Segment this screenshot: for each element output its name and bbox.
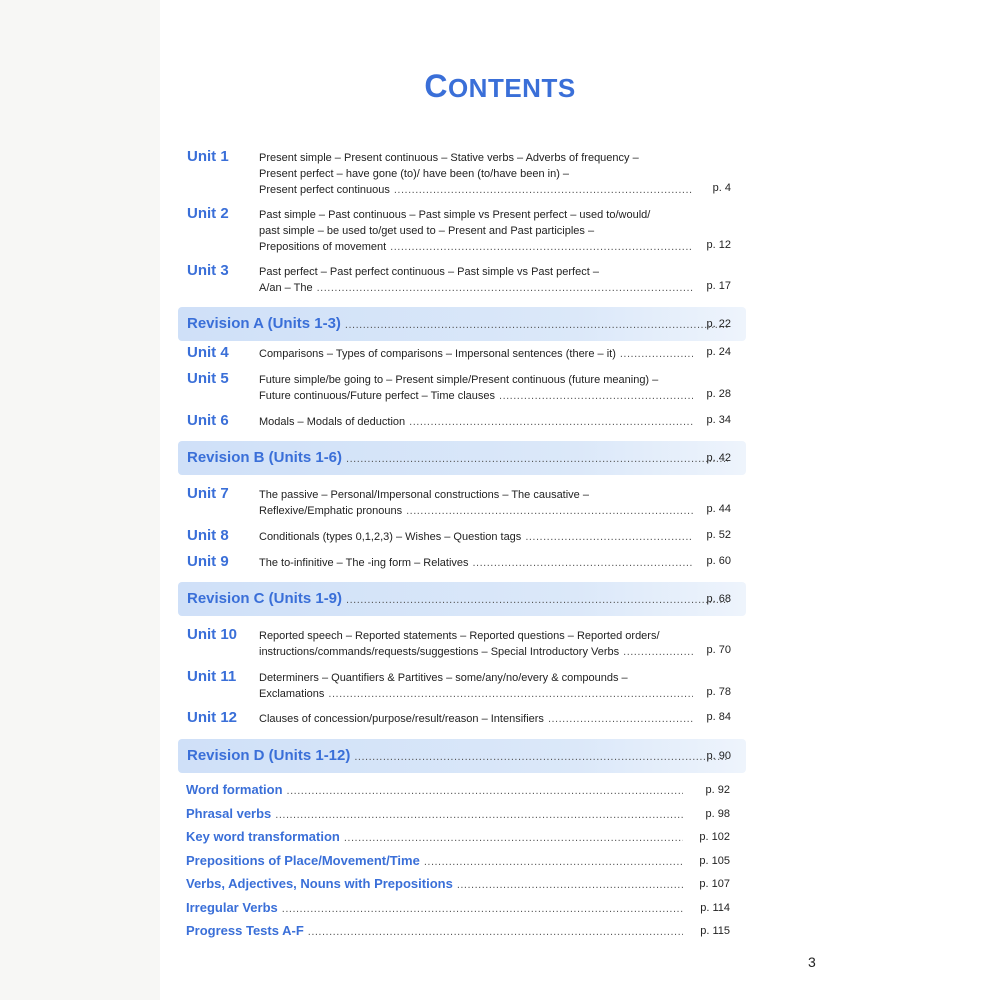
unit-label: Unit 10 <box>187 626 238 643</box>
leader-dots <box>344 832 683 844</box>
leader-dots <box>499 388 693 404</box>
description-line: past simple – be used to/get used to – Present and Past participles – <box>259 225 595 237</box>
unit-description <box>259 529 697 545</box>
description-line: Present perfect – have gone (to)/ have been (to/have been in) – <box>259 168 570 180</box>
page-reference: p. 114 <box>700 902 730 914</box>
leader-dots <box>394 182 693 198</box>
description-line: Modals – Modals of deduction <box>259 416 406 428</box>
leader-dots <box>345 319 728 331</box>
page-reference: p. 92 <box>705 784 730 796</box>
unit-label: Unit 8 <box>187 527 229 544</box>
page-reference: p. 28 <box>706 388 731 400</box>
page-number: 3 <box>808 954 816 970</box>
unit-description <box>259 346 697 362</box>
unit-description <box>259 628 697 660</box>
leader-dots <box>346 594 728 606</box>
leader-dots <box>328 686 693 702</box>
page-reference: p. 4 <box>712 182 731 194</box>
page-reference: p. 107 <box>699 878 730 890</box>
unit-description <box>259 670 697 702</box>
description-line: A/an – The <box>259 282 313 294</box>
description-line: Past perfect – Past perfect continuous – Past simple vs Past perfect – <box>259 266 599 278</box>
description-line: Future simple/be going to – Present simple/Present continuous (future meaning) – <box>259 374 659 386</box>
section-label: Progress Tests A-F <box>186 923 304 938</box>
description-line: instructions/commands/requests/suggestions – Special Introductory Verbs <box>259 646 620 658</box>
description-line: Comparisons – Types of comparisons – Impersonal sentences (there – it) <box>259 348 616 360</box>
page-reference: p. 44 <box>706 503 731 515</box>
unit-label: Unit 11 <box>187 668 237 685</box>
description-line: Reported speech – Reported statements – Reported questions – Reported orders/ <box>259 630 660 642</box>
toc-entry-phrasal-verbs[interactable] <box>186 806 731 821</box>
leader-dots <box>620 346 693 362</box>
toc-entry-progress-tests[interactable] <box>186 923 731 938</box>
revision-c-band[interactable] <box>178 582 746 616</box>
page-reference: p. 115 <box>700 925 730 937</box>
page-reference: p. 68 <box>706 593 731 605</box>
leader-dots <box>424 856 683 868</box>
leader-dots <box>354 751 728 763</box>
section-label: Prepositions of Place/Movement/Time <box>186 853 420 868</box>
revision-label: Revision C (Units 1-9) <box>187 590 343 607</box>
section-label: Phrasal verbs <box>186 806 272 821</box>
unit-description <box>259 487 697 519</box>
leader-dots <box>548 711 693 727</box>
revision-a-band[interactable] <box>178 307 746 341</box>
unit-label: Unit 12 <box>187 709 238 726</box>
leader-dots <box>275 809 683 821</box>
toc-entry-verbs-adjectives-nouns[interactable] <box>186 876 731 891</box>
leader-dots <box>473 555 694 571</box>
unit-description <box>259 264 697 296</box>
page-reference: p. 60 <box>706 555 731 567</box>
toc-entry-prepositions[interactable] <box>186 853 731 868</box>
unit-label: Unit 9 <box>187 553 229 570</box>
unit-description <box>259 555 697 571</box>
leader-dots <box>457 879 683 891</box>
page-reference: p. 98 <box>705 808 730 820</box>
leader-dots <box>346 453 728 465</box>
revision-b-band[interactable] <box>178 441 746 475</box>
page-reference: p. 105 <box>699 855 730 867</box>
description-line: Conditionals (types 0,1,2,3) – Wishes – Question tags <box>259 531 522 543</box>
unit-label: Unit 2 <box>187 205 229 222</box>
unit-label: Unit 1 <box>187 148 229 165</box>
unit-label: Unit 4 <box>187 344 229 361</box>
page-reference: p. 24 <box>706 346 731 358</box>
leader-dots <box>390 239 693 255</box>
leader-dots <box>308 926 683 938</box>
page-reference: p. 12 <box>706 239 731 251</box>
description-line: Future continuous/Future perfect – Time clauses <box>259 390 496 402</box>
revision-d-band[interactable] <box>178 739 746 773</box>
description-line: Present simple – Present continuous – Stative verbs – Adverbs of frequency – <box>259 152 639 164</box>
page-reference: p. 52 <box>706 529 731 541</box>
page-reference: p. 34 <box>706 414 731 426</box>
page-reference: p. 70 <box>706 644 731 656</box>
section-label: Word formation <box>186 782 283 797</box>
page-title: CONTENTS <box>424 68 576 104</box>
section-label: Key word transformation <box>186 829 340 844</box>
section-label: Verbs, Adjectives, Nouns with Prepositions <box>186 876 453 891</box>
leader-dots <box>287 785 683 797</box>
description-line: The passive – Personal/Impersonal constructions – The causative – <box>259 489 589 501</box>
toc-entry-word-formation[interactable] <box>186 782 731 797</box>
unit-description <box>259 207 697 255</box>
description-line: The to-infinitive – The -ing form – Relatives <box>259 557 469 569</box>
revision-label: Revision D (Units 1-12) <box>187 747 351 764</box>
leader-dots <box>317 280 693 296</box>
unit-description <box>259 372 697 404</box>
leader-dots <box>406 503 693 519</box>
unit-description <box>259 150 697 198</box>
description-line: Clauses of concession/purpose/result/reason – Intensifiers <box>259 713 544 725</box>
leader-dots <box>409 414 693 430</box>
unit-label: Unit 3 <box>187 262 229 279</box>
page-reference: p. 17 <box>706 280 731 292</box>
description-line: Past simple – Past continuous – Past simple vs Present perfect – used to/would/ <box>259 209 651 221</box>
revision-label: Revision B (Units 1-6) <box>187 449 343 466</box>
description-line: Present perfect continuous <box>259 184 390 196</box>
toc-entry-key-word-transformation[interactable] <box>186 829 731 844</box>
description-line: Reflexive/Emphatic pronouns <box>259 505 403 517</box>
page-reference: p. 42 <box>706 452 731 464</box>
description-line: Determiners – Quantifiers & Partitives – some/any/no/every & compounds – <box>259 672 628 684</box>
unit-description <box>259 711 697 727</box>
unit-description <box>259 414 697 430</box>
leader-dots <box>282 903 683 915</box>
section-label: Irregular Verbs <box>186 900 278 915</box>
leader-dots <box>525 529 693 545</box>
page-reference: p. 90 <box>706 750 731 762</box>
page-reference: p. 102 <box>699 831 730 843</box>
unit-label: Unit 5 <box>187 370 229 387</box>
description-line: Prepositions of movement <box>259 241 387 253</box>
description-line: Exclamations <box>259 688 325 700</box>
revision-label: Revision A (Units 1-3) <box>187 315 341 332</box>
page-reference: p. 22 <box>706 318 731 330</box>
page-reference: p. 84 <box>706 711 731 723</box>
page-reference: p. 78 <box>706 686 731 698</box>
toc-entry-irregular-verbs[interactable] <box>186 900 731 915</box>
leader-dots <box>623 644 693 660</box>
unit-label: Unit 6 <box>187 412 229 429</box>
unit-label: Unit 7 <box>187 485 229 502</box>
